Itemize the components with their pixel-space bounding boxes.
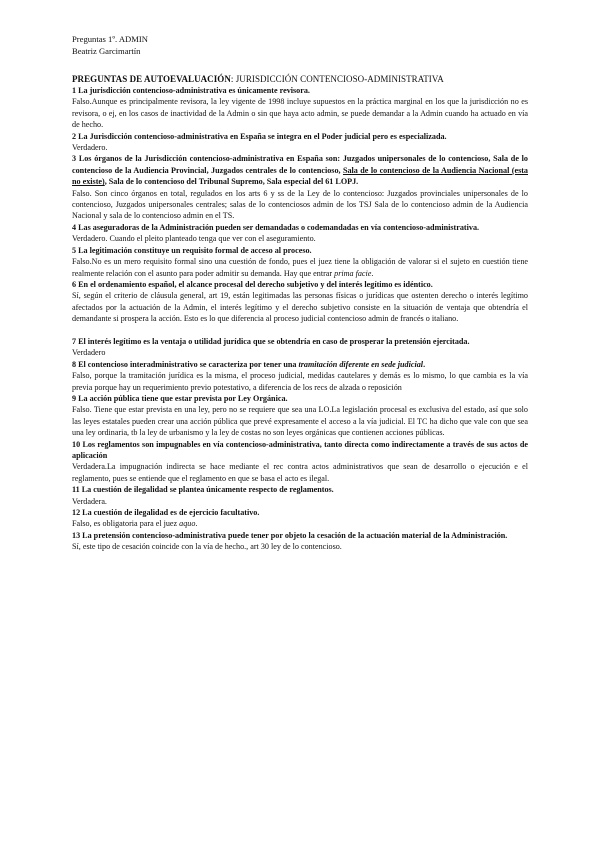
- answer-5-text: Falso.No es un mero requisito formal sino una cuestión de fondo, pues el juez tiene la obligación de valorar si el sujeto en cuestión tiene realmente relación con el asunto para poder admitir su demanda. Hay que entrar: [72, 257, 528, 278]
- question-8-part-b: .: [423, 359, 426, 369]
- question-7: 7 El interés legítimo es la ventaja o utilidad jurídica que se obtendría en caso de prosperar la pretensión ejercitada.: [72, 336, 470, 346]
- question-11: 11 La cuestión de ilegalidad se plantea únicamente respecto de reglamentos.: [72, 485, 334, 495]
- question-8-italic: tramitación diferente en sede judicial: [298, 359, 424, 369]
- question-4: 4 Las aseguradoras de la Administración pueden ser demandadas o codemandadas en vía contencioso-administrativa.: [72, 222, 480, 232]
- answer-1: Falso.Aunque es principalmente revisora, la ley vigente de 1998 incluye supuestos en la práctica marginal en los que la jurisdicción no es revisora, o ej, en los casos de inactividad de la Admin o sin que haya acto admin, se puede demandar a la Admin cuando ha actuado en vía de hecho.: [72, 97, 528, 130]
- answer-6: Sí, según el criterio de cláusula general, art 19, están legitimadas las personas físicas o jurídicas que ostenten derecho o interés legítimo afectados por la actuación de la Admin, el interés legítimo y el derecho subjetivo consiste en la situación de ventaja que obtendría el demandante si prospera la acción. Esto es lo que diferencia al proceso judicial contencioso admin de francés o italiano.: [72, 291, 528, 324]
- blank-line: [72, 325, 528, 336]
- answer-12-end: .: [195, 519, 198, 529]
- header-course: Preguntas 1º. ADMIN: [72, 34, 148, 44]
- question-8: [72, 359, 528, 370]
- answer-3: Falso. Son cinco órganos en total, regulados en los arts 6 y ss de la Ley de lo contencioso: Juzgados provinciales unipersonales de lo contencioso, Juzgados unipersonales centrales; salas de lo contenciosos admin de los TSJ Sala de lo contencioso admin de la Audiencia Nacional y sala de lo contencioso admin en el TS.: [72, 188, 528, 221]
- document-page: [72, 34, 528, 553]
- answer-4: Verdadero. Cuando el pleito planteado tenga que ver con el aseguramiento.: [72, 234, 316, 244]
- answer-9: Falso. Tiene que estar prevista en una ley, pero no se requiere que sea una LO.La legislación procesal es exclusiva del estado, así que solo las leyes estatales pueden crear una acción pública que prevé expresamente el acceso a la vía judicial. El TC ha dicho que vale con que sea una ley ordinaria, tb la ley de urbanismo y la ley de costas no son leyes orgánicas que contienen acciones públicas.: [72, 405, 528, 438]
- answer-11: Verdadera.: [72, 496, 107, 506]
- answer-5: [72, 256, 528, 279]
- answer-8: Falso, porque la tramitación jurídica es la misma, el proceso judicial, medidas cautelares y demás es lo mismo, lo que cambia es la vía previa porque hay un requerimiento previo potestativo, a diferencia de los recs de alzada o reposición: [72, 371, 528, 392]
- answer-12-italic: aquo: [179, 519, 196, 529]
- header-author: Beatriz Garcimartín: [72, 45, 141, 56]
- question-10: 10 Los reglamentos son impugnables en vía contencioso-administrativa, tanto directa como indirectamente a través de sus actos de aplicación: [72, 439, 528, 460]
- question-3: [72, 153, 528, 187]
- title-rest: : JURISDICCIÓN CONTENCIOSO-ADMINISTRATIVA: [230, 74, 444, 84]
- question-3-underlined: Sala de lo contencioso de la Audiencia Nacional (esta no existe): [72, 165, 528, 187]
- answer-12: [72, 518, 528, 529]
- answer-10: Verdadera.La impugnación indirecta se hace mediante el rec contra actos administrativos que sean de desarrollo o ejecución e el reglamento, pues se entiende que el reglamento en que se basa el acto es ilegal.: [72, 462, 528, 483]
- question-2: 2 La Jurisdicción contencioso-administrativa en España se integra en el Poder judicial pero es especializada.: [72, 131, 447, 141]
- answer-2: Verdadero.: [72, 143, 108, 153]
- question-3-part-b: , Sala de lo contencioso del Tribunal Supremo, Sala especial del 61 LOPJ.: [104, 177, 359, 187]
- document-title: [72, 73, 528, 85]
- answer-5-italic: prima facie: [334, 268, 372, 278]
- question-1: 1 La jurisdicción contencioso-administrativa es únicamente revisora.: [72, 86, 310, 95]
- question-13: 13 La pretensión contencioso-administrativa puede tener por objeto la cesación de la actuación material de la Administración.: [72, 530, 508, 540]
- answer-7: Verdadero: [72, 348, 106, 358]
- answer-12-text: Falso, es obligatoria para el juez: [72, 519, 180, 529]
- question-6: 6 En el ordenamiento español, el alcance procesal del derecho subjetivo y del interés legítimo es idéntico.: [72, 279, 433, 289]
- question-3-part-a: 3 Los órganos de la Jurisdicción contencioso-administrativa en España son: Juzgados unipersonales de lo contencioso, Sala de lo contencioso de la Audiencia Provincial, Juzgados centrales de lo contencioso,: [72, 154, 528, 175]
- question-8-part-a: 8 El contencioso interadministrativo se caracteriza por tener una: [72, 359, 299, 369]
- title-bold: PREGUNTAS DE AUTOEVALUACIÓN: [72, 74, 231, 84]
- question-5: 5 La legitimación constituye un requisito formal de acceso al proceso.: [72, 245, 312, 255]
- answer-5-end: .: [371, 268, 374, 278]
- question-12: 12 La cuestión de ilegalidad es de ejercicio facultativo.: [72, 508, 260, 518]
- question-9: 9 La acción pública tiene que estar prevista por Ley Orgánica.: [72, 393, 288, 403]
- answer-13: Sí, este tipo de cesación coincide con la vía de hecho., art 30 ley de lo contencioso.: [72, 542, 342, 552]
